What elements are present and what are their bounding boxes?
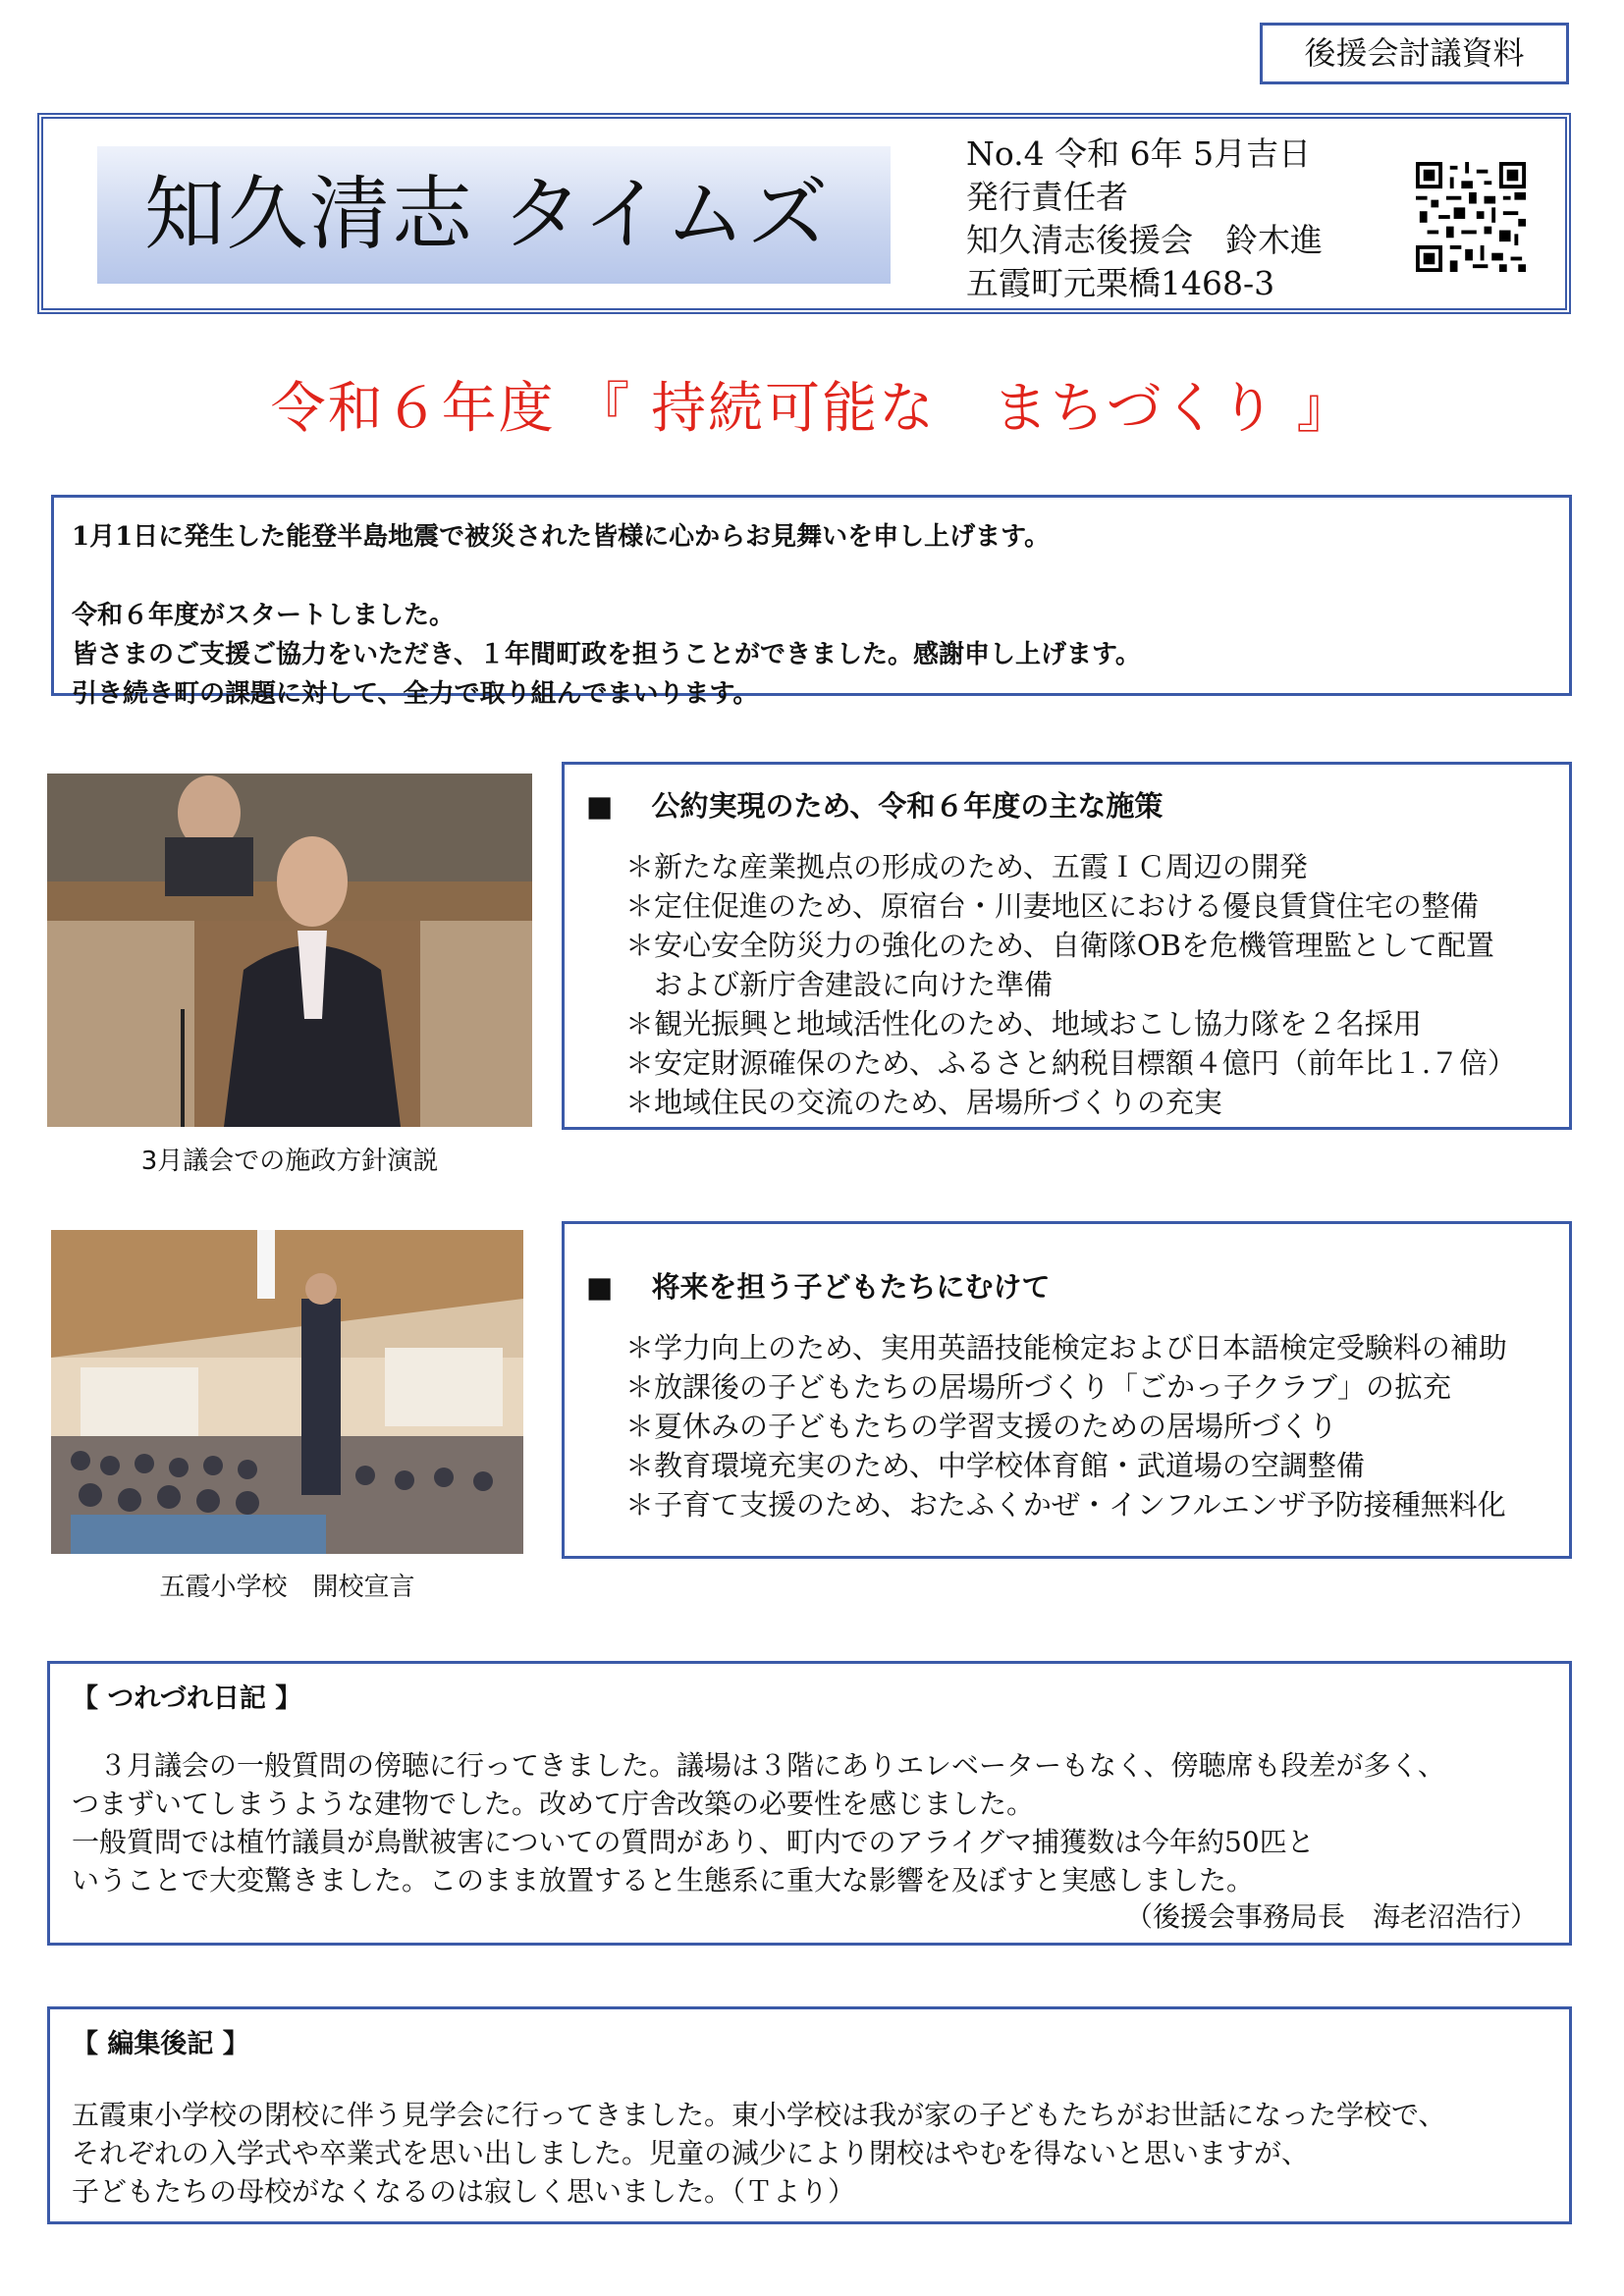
diary-box: [47, 1661, 1572, 1946]
children-policy-title: ■ 将来を担う子どもたちにむけて: [586, 1270, 1051, 1304]
policy-item: ＊新たな産業拠点の形成のため、五霞ＩＣ周辺の開発: [625, 850, 1308, 883]
policy-title: ■ 公約実現のため、令和６年度の主な施策: [586, 789, 1164, 823]
main-headline: 令和６年度 『 持続可能な まちづくり 』: [270, 377, 1354, 441]
qr-code-icon[interactable]: [1416, 162, 1526, 272]
document-tag: 後援会討議資料: [1260, 23, 1569, 84]
newsletter-logo: 知久清志 タイムズ: [97, 146, 891, 284]
school-opening-photo: [51, 1230, 523, 1554]
policy-item: ＊安定財源確保のため、ふるさと納税目標額４億円（前年比１.７倍）: [625, 1046, 1517, 1080]
children-policy-list: [625, 1328, 1569, 1524]
policy-box: [562, 762, 1572, 1130]
policy-item: ＊子育て支援のため、おたふくかぜ・インフルエンザ予防接種無料化: [625, 1488, 1506, 1522]
afterword-box: [47, 2006, 1572, 2224]
issue-line: 五霞町元栗橋1468-3: [966, 264, 1275, 302]
issue-line: 発行責任者: [966, 178, 1128, 216]
policy-item: ＊地域住民の交流のため、居場所づくりの充実: [625, 1086, 1222, 1119]
issue-line: No.4 令和 6年 5月吉日: [966, 134, 1312, 173]
policy-item: ＊観光振興と地域活性化のため、地域おこし協力隊を２名採用: [625, 1007, 1422, 1041]
greeting-line: 引き続き町の課題に対して、全力で取り組んでまいります。: [72, 679, 759, 709]
diary-body: ３月議会の一般質問の傍聴に行ってきました。議場は３階にありエレベーターもなく、傍聴席も段差が多く、 つまずいてしまうような建物でした。改めて庁舎改築の必要性を感じました。 一般質問では植竹議員が鳥獣被害についての質問があり、町内でのアライグマ捕獲数は今年約50匹と いうことで大変驚きました。このまま放置すると生態系に重大な影響を及ぼすと実感しました。: [72, 1749, 1445, 1896]
policy-item: ＊安心安全防災力の強化のため、自衛隊OBを危機管理監として配置: [625, 929, 1494, 962]
greeting-line: 皆さまのご支援ご協力をいただき、１年間町政を担うことができました。感謝申し上げます。: [72, 640, 1141, 669]
diary-title: 【 つれづれ日記 】: [72, 1683, 302, 1714]
greeting-line: 令和６年度がスタートしました。: [72, 601, 456, 630]
photo-caption: 五霞小学校 開校宣言: [159, 1573, 415, 1602]
afterword-body: 五霞東小学校の閉校に伴う見学会に行ってきました。東小学校は我が家の子どもたちがお世話になった学校で、 それぞれの入学式や卒業式を思い出しました。児童の減少により閉校はやむを得ないと思いますが、 子どもたちの母校がなくなるのは寂しく思いました。（Ｔより）: [72, 2099, 1446, 2208]
greeting-line: [72, 557, 1551, 596]
greeting-line: 1月1日に発生した能登半島地震で被災された皆様に心からお見舞いを申し上げます。: [72, 522, 1051, 552]
policy-item: ＊教育環境充実のため、中学校体育館・武道場の空調整備: [625, 1449, 1365, 1482]
policy-item: ＊学力向上のため、実用英語技能検定および日本語検定受験料の補助: [625, 1331, 1507, 1364]
children-policy-box: [562, 1221, 1572, 1559]
masthead: [37, 113, 1571, 314]
assembly-speech-photo: [47, 774, 532, 1127]
photo-caption: 3月議会での施政方針演説: [140, 1147, 439, 1176]
policy-item: ＊夏休みの子どもたちの学習支援のための居場所づくり: [625, 1410, 1338, 1443]
policy-list: [625, 847, 1569, 1122]
policy-item: および新庁舎建設に向けた準備: [625, 968, 1054, 1001]
afterword-title: 【 編集後記 】: [72, 2029, 249, 2059]
policy-item: ＊定住促進のため、原宿台・川妻地区における優良賃貸住宅の整備: [625, 889, 1479, 923]
policy-item: ＊放課後の子どもたちの居場所づくり「ごかっ子クラブ」の拡充: [625, 1370, 1452, 1404]
diary-signature: （後援会事務局長 海老沼浩行）: [1124, 1900, 1538, 1933]
issue-info: [966, 133, 1323, 305]
greeting-box: [51, 495, 1572, 709]
issue-line: 知久清志後援会 鈴木進: [966, 221, 1323, 259]
